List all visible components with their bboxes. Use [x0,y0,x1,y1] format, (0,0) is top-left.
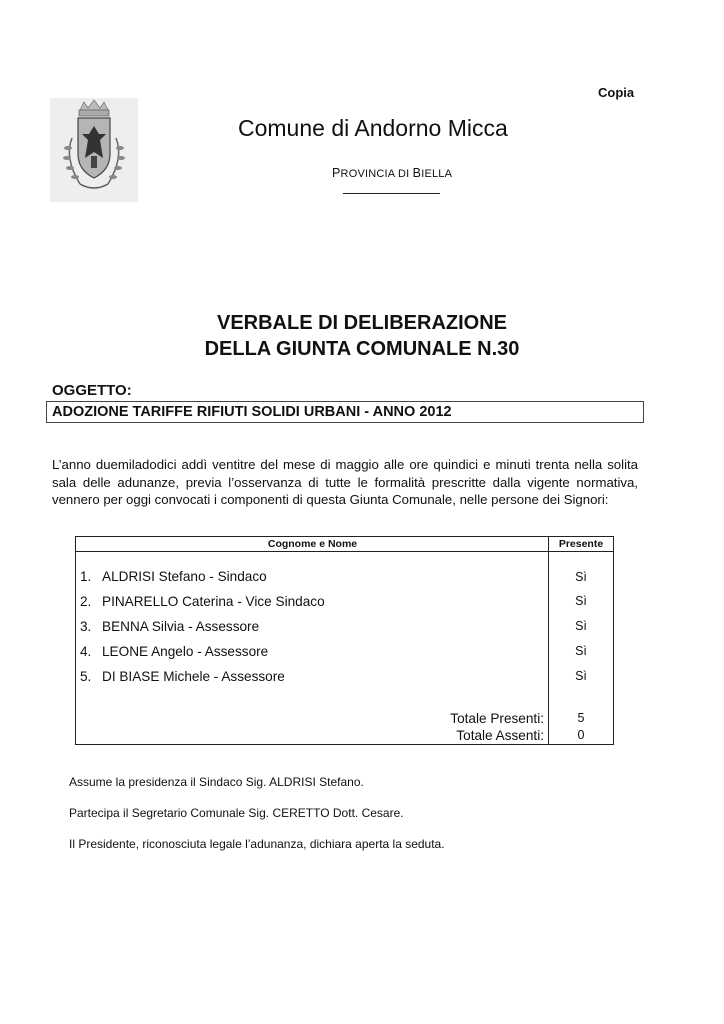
province-line [332,166,452,180]
intro-paragraph: L’anno duemiladodici addì ventitre del mese di maggio alle ore quindici e minuti trenta nella solita sala delle adunanze, previa l’osservanza di tutte le formalità prescritte dalla vigente normativa, vennero per oggi convocati i componenti di questa Giunta Comunale, nelle persone dei Signori: [52,457,638,508]
municipal-coat-of-arms-icon [50,98,138,202]
member-present: Sì [575,669,587,683]
table-row [80,644,268,659]
secretary-statement: Partecipa il Segretario Comunale Sig. CERETTO Dott. Cesare. [69,806,404,820]
subject-label: OGGETTO: [52,382,132,399]
row-number: 5. [80,669,92,684]
province-name-rest: IELLA [421,168,453,180]
member-name: PINARELLO Caterina - Vice Sindaco [102,594,325,609]
column-header-name: Cognome e Nome [267,538,358,550]
province-prefix-rest: ROVINCIA DI [340,168,413,180]
municipality-name: Comune di Andorno Micca [238,115,508,141]
document-title-line1: VERBALE DI DELIBERAZIONE [216,312,508,334]
presidency-statement: Assume la presidenza il Sindaco Sig. ALDRISI Stefano. [69,775,364,789]
session-opening-statement: Il Presidente, riconosciuta legale l’adunanza, dichiara aperta la seduta. [69,837,445,851]
member-name: ALDRISI Stefano - Sindaco [102,569,267,584]
province-name-initial: B [412,166,422,180]
member-name: LEONE Angelo - Assessore [102,644,269,659]
member-present: Sì [575,619,587,633]
attendance-table [75,536,614,745]
table-row [80,669,285,684]
member-name: BENNA Silvia - Assessore [102,619,260,634]
member-present: Sì [575,594,587,608]
subject-text: ADOZIONE TARIFFE RIFIUTI SOLIDI URBANI - ANNO 2012 [52,404,452,420]
row-number: 3. [80,619,92,634]
member-name: DI BIASE Michele - Assessore [102,669,285,684]
row-number: 4. [80,644,92,659]
column-header-present: Presente [558,538,604,550]
total-absent-value: 0 [577,728,585,742]
member-present: Sì [575,570,587,584]
member-present: Sì [575,644,587,658]
subject-box [46,401,644,423]
row-number: 1. [80,569,92,584]
copy-label: Copia [598,85,635,100]
table-row [80,619,259,634]
total-absent-label: Totale Assenti: [456,728,544,743]
table-row [80,569,267,584]
table-row [80,594,325,609]
attendance-table-header [76,537,613,552]
row-number: 2. [80,594,92,609]
total-present-label: Totale Presenti: [450,711,544,726]
total-present-value: 5 [577,711,585,725]
province-prefix-initial: P [332,166,341,180]
province-underline [343,193,440,194]
document-title-line2: DELLA GIUNTA COMUNALE N.30 [204,338,520,360]
